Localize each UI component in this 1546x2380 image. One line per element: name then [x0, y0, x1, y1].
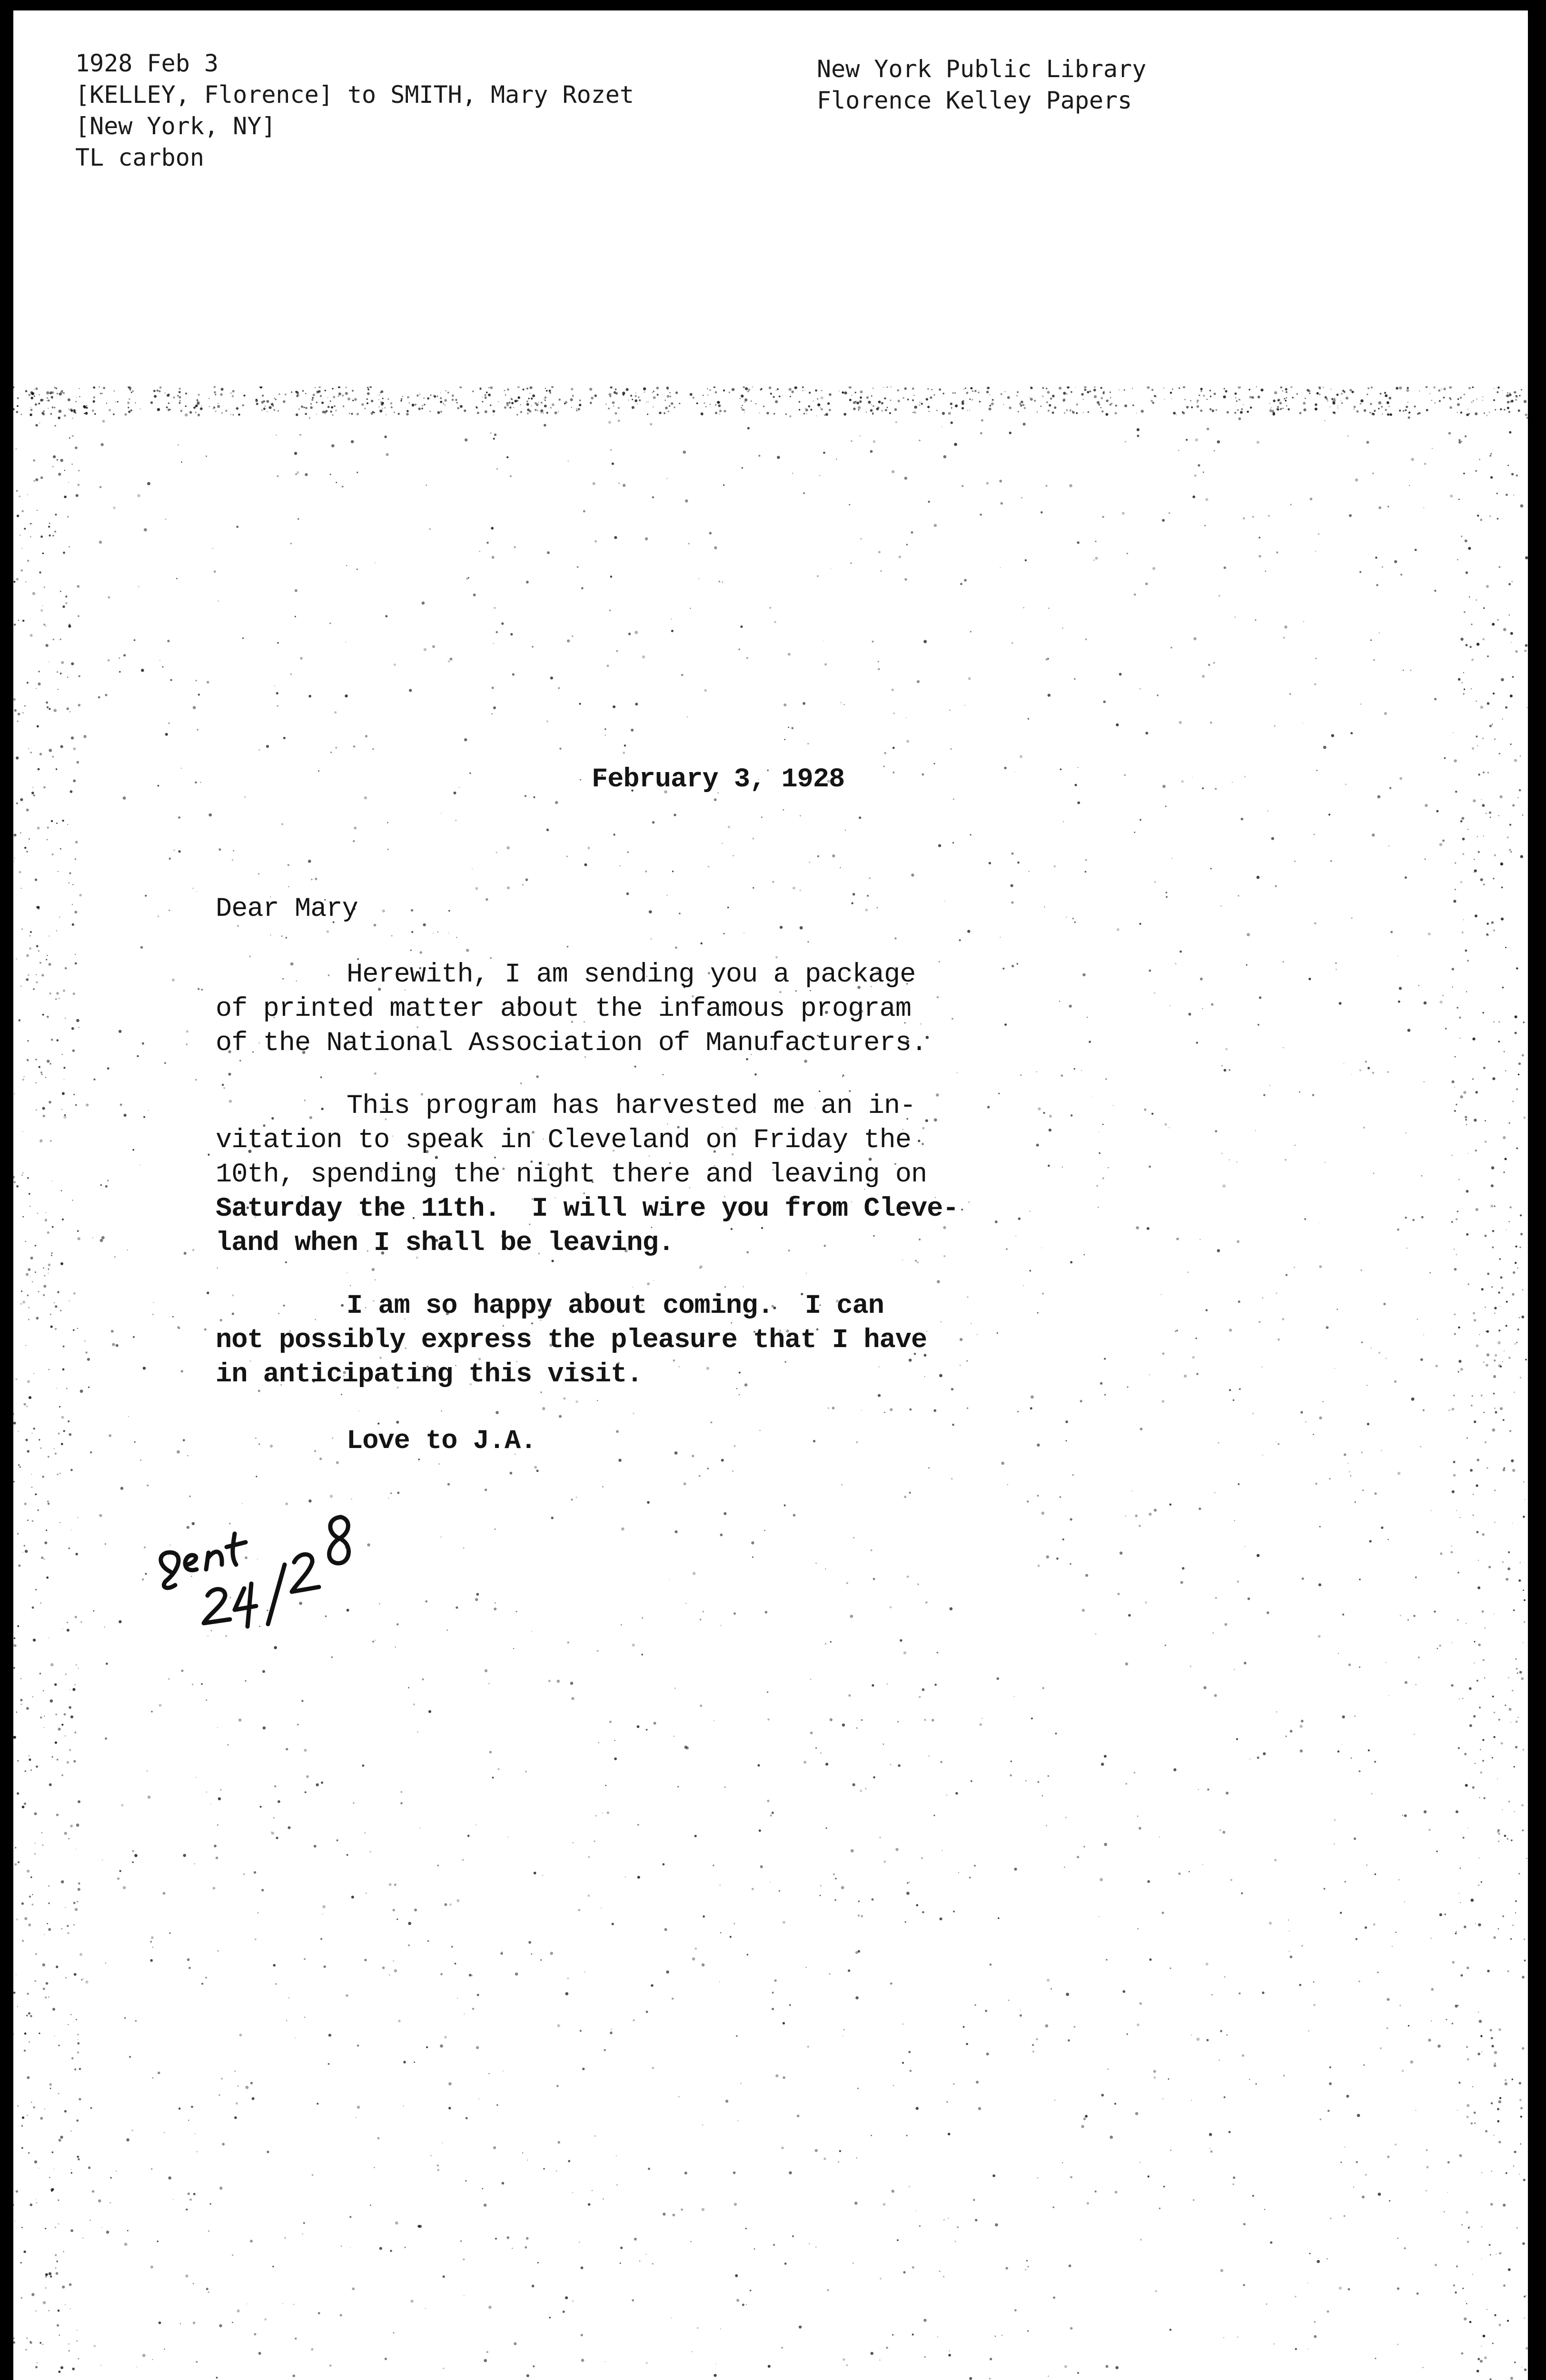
paragraph2-line4: Saturday the 11th. I will wire you from Cleve-: [216, 1194, 959, 1224]
header-place: [New York, NY]: [75, 112, 276, 140]
letter-salutation: Dear Mary: [216, 894, 358, 924]
carbon-copy: [13, 387, 1528, 2380]
paragraph2-line1: This program has harvested me an in-: [347, 1091, 916, 1121]
paragraph2-line2: vitation to speak in Cleveland on Friday the: [216, 1125, 912, 1156]
letter-date: February 3, 1928: [592, 764, 845, 795]
header-collection: Florence Kelley Papers: [817, 87, 1132, 114]
header-repository: New York Public Library: [817, 55, 1147, 83]
handwritten-sent-note: [137, 1462, 385, 1634]
paragraph2-line3: 10th, spending the night there and leaving on: [216, 1160, 927, 1190]
header-date: 1928 Feb 3: [75, 50, 219, 77]
paragraph3-line1: I am so happy about coming. I can: [347, 1291, 884, 1321]
document-page: [13, 10, 1528, 2380]
paragraph2-line5: land when I shall be leaving.: [216, 1228, 674, 1259]
paragraph3-line3: in anticipating this visit.: [216, 1359, 643, 1390]
header-format: TL carbon: [75, 144, 204, 171]
header-correspondents: [KELLEY, Florence] to SMITH, Mary Rozet: [75, 81, 634, 109]
paragraph1-line2: of printed matter about the infamous program: [216, 994, 912, 1024]
paragraph1-line3: of the National Association of Manufacturers.: [216, 1028, 927, 1059]
paragraph1-line1: Herewith, I am sending you a package: [347, 960, 916, 990]
letter-closing: Love to J.A.: [347, 1426, 536, 1457]
paragraph3-line2: not possibly express the pleasure that I have: [216, 1325, 927, 1356]
